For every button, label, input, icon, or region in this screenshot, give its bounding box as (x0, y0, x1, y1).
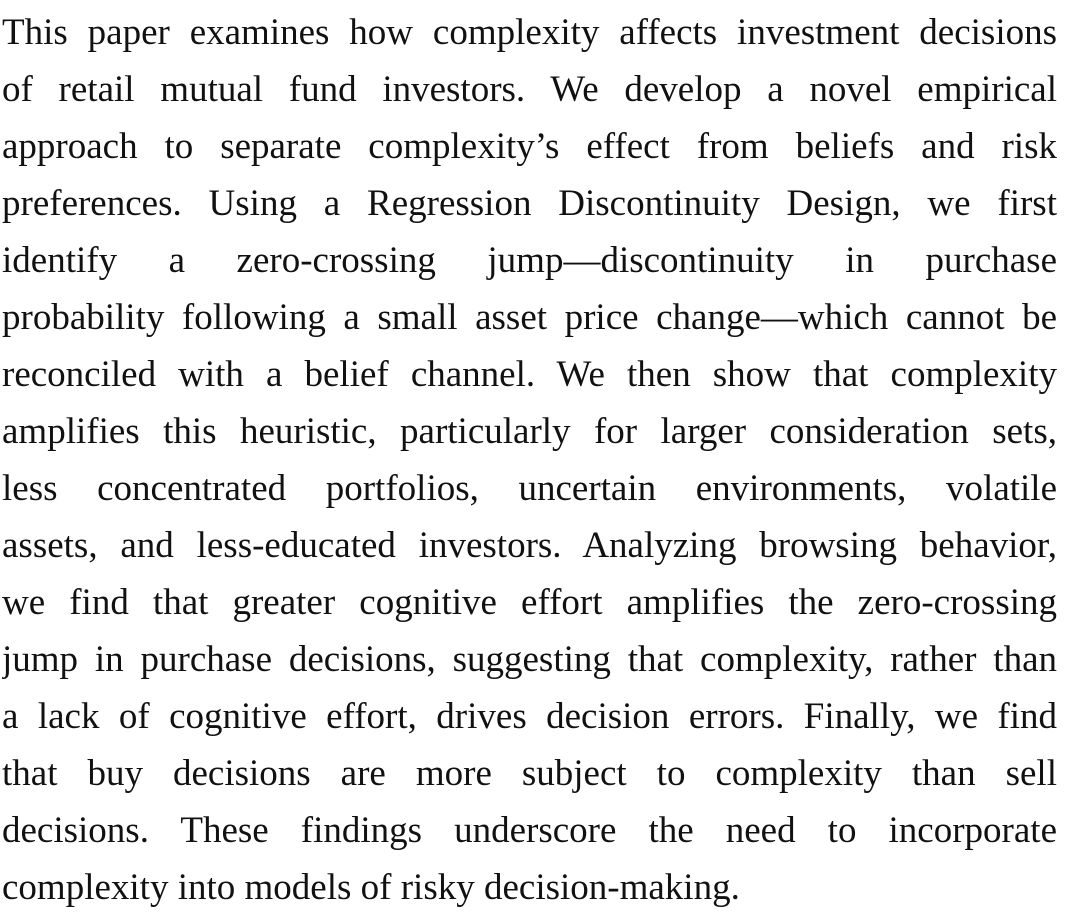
text-line: that buy decisions are more subject to complexity than sell (2, 753, 1057, 794)
text-line: complexity into models of risky decision-making. (2, 867, 740, 908)
text-line: a lack of cognitive effort, drives decision errors. Finally, we find (2, 696, 1057, 737)
text-line: we find that greater cognitive effort amplifies the zero-crossing (2, 582, 1057, 623)
text-line: assets, and less-educated investors. Analyzing browsing behavior, (2, 525, 1057, 566)
text-line: probability following a small asset price change—which cannot be (2, 297, 1057, 338)
text-line: identify a zero-crossing jump—discontinuity in purchase (2, 240, 1057, 281)
text-line: reconciled with a belief channel. We then show that complexity (2, 354, 1057, 395)
text-line: This paper examines how complexity affects investment decisions (2, 12, 1057, 53)
text-line: decisions. These findings underscore the need to incorporate (2, 810, 1057, 851)
text-line: preferences. Using a Regression Discontinuity Design, we first (2, 183, 1057, 224)
abstract-paragraph (2, 4, 1057, 916)
text-line: of retail mutual fund investors. We develop a novel empirical (2, 69, 1057, 110)
text-line: amplifies this heuristic, particularly for larger consideration sets, (2, 411, 1057, 452)
text-line: jump in purchase decisions, suggesting that complexity, rather than (2, 639, 1057, 680)
text-line: less concentrated portfolios, uncertain environments, volatile (2, 468, 1057, 509)
text-line: approach to separate complexity’s effect from beliefs and risk (2, 126, 1057, 167)
